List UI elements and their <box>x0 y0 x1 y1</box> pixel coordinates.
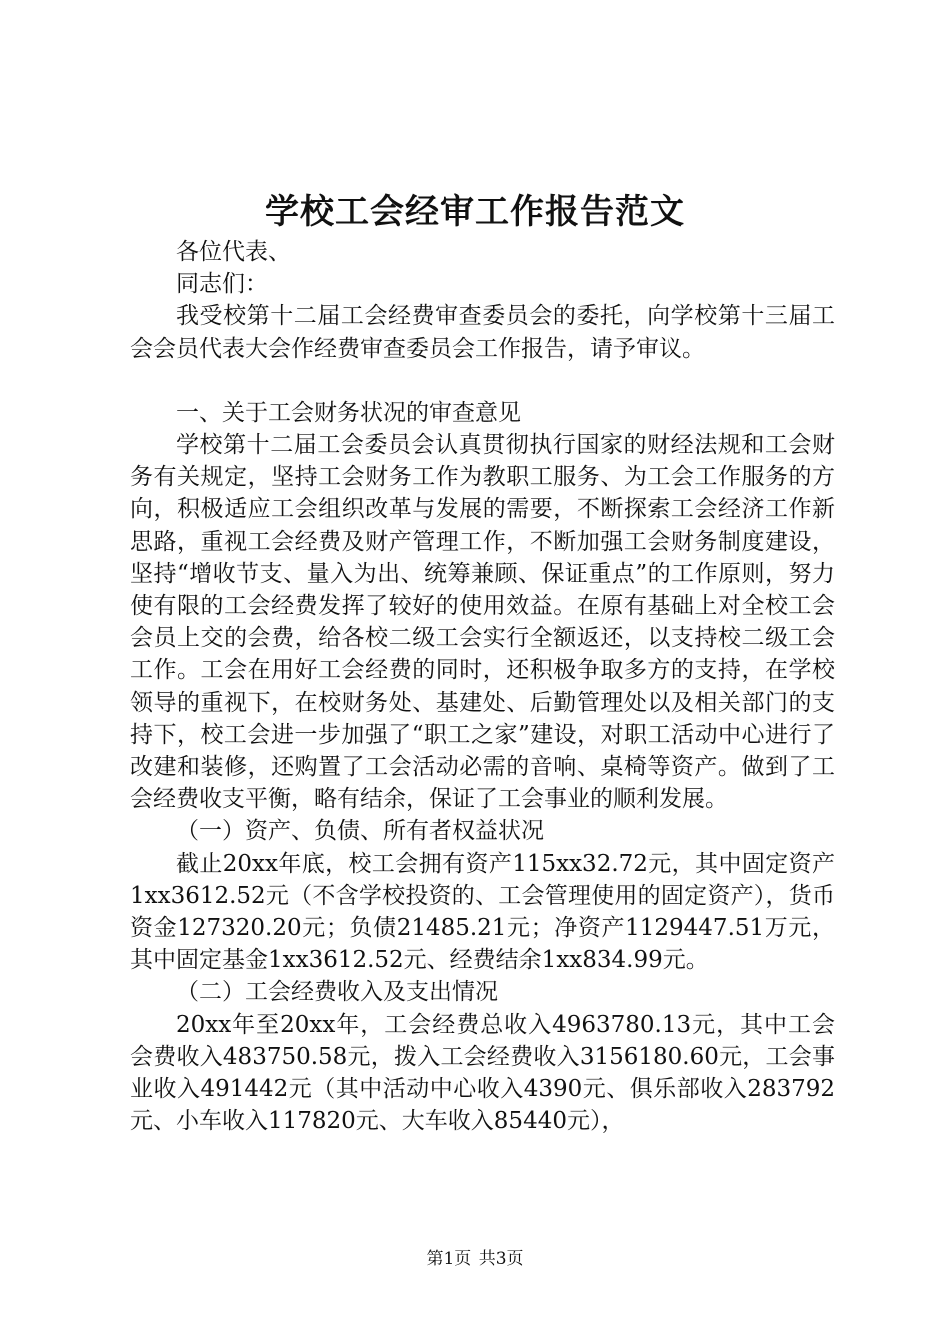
section-1-paragraph: 学校第十二届工会委员会认真贯彻执行国家的财经法规和工会财务有关规定，坚持工会财务工作为教职工服务、为工会工作服务的方向，积极适应工会组织改革与发展的需要，不断探索工会经济工作新思路，重视工会经费及财产管理工作，不断加强工会财务制度建设，坚持“增收节支、量入为出、统筹兼顾、保证重点”的工作原则，努力使有限的工会经费发挥了较好的使用效益。在原有基础上对全校工会会员上交的会费，给各校二级工会实行全额返还，以支持校二级工会工作。工会在用好工会经费的同时，还积极争取多方的支持，在学校领导的重视下，在校财务处、基建处、后勤管理处以及相关部门的支持下，校工会进一步加强了“职工之家”建设，对职工活动中心进行了改建和装修，还购置了工会活动必需的音响、桌椅等资产。做到了工会经费收支平衡，略有结余，保证了工会事业的顺利发展。 <box>130 432 835 813</box>
intro-paragraph: 我受校第十二届工会经费审查委员会的委托，向学校第十三届工会会员代表大会作经费审查委员会工作报告，请予审议。 <box>130 303 835 362</box>
document-title: 学校工会经审工作报告范文 <box>265 192 685 232</box>
subsection-2-paragraph: 20xx年至20xx年，工会经费总收入4963780.13元，其中工会会费收入483750.58元，拨入工会经费收入3156180.60元，工会事业收入491442元（其中活动中心收入4390元、俱乐部收入283792元、小车收入117820元、大车收入85440元）， <box>130 1011 835 1135</box>
subsection-heading-1: （一）资产、负债、所有者权益状况 <box>176 818 544 845</box>
section-heading-1: 一、关于工会财务状况的审查意见 <box>176 399 521 426</box>
document-body <box>130 236 835 1137</box>
page-footer <box>0 1244 950 1269</box>
subsection-heading-2: （二）工会经费收入及支出情况 <box>176 979 498 1006</box>
page-total: 共3页 <box>478 1249 524 1269</box>
salutation-line-1: 各位代表、 <box>176 239 291 265</box>
page-number: 第1页 <box>426 1249 472 1269</box>
salutation-line-2: 同志们： <box>176 271 268 298</box>
subsection-1-paragraph: 截止20xx年底，校工会拥有资产115xx32.72元，其中固定资产1xx3612.52元（不含学校投资的、工会管理使用的固定资产），货币资金127320.20元；负债21485.21元；净资产1129447.51万元，其中固定基金1xx3612.52元、经费结余1xx834.99元。 <box>130 850 835 974</box>
